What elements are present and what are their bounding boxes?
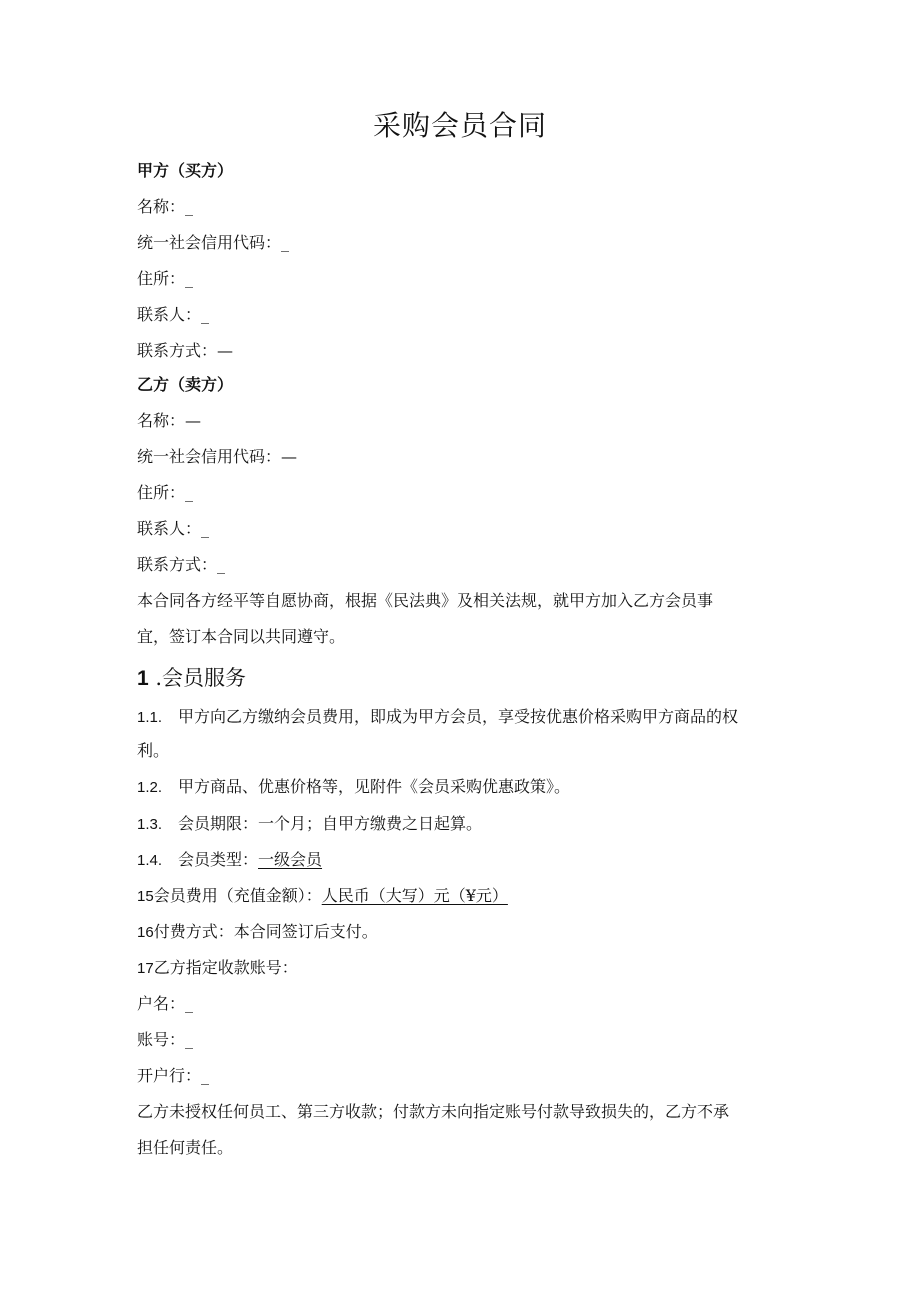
clause-1-4: [137, 849, 322, 872]
party-b-contact-info: 联系方式：_: [137, 555, 226, 574]
party-b-address: 住所：_: [137, 483, 194, 502]
clause-1-1-continuation: 利。: [137, 741, 170, 760]
account-number: 账号：_: [137, 1030, 194, 1049]
party-a-address: 住所：_: [137, 269, 194, 288]
clause-1-4-label: 会员类型：: [178, 850, 259, 869]
section-1-number: 1: [137, 667, 149, 690]
membership-type-value: 一级会员: [258, 850, 323, 869]
party-a-contact-info: 联系方式：—: [137, 341, 234, 360]
clause-1-4-number: 1.4.: [137, 852, 163, 869]
contract-title: 采购会员合同: [372, 109, 547, 142]
clause-1-7-number: 17: [137, 960, 154, 977]
party-b-credit-code: 统一社会信用代码：—: [137, 447, 298, 466]
clause-1-2: [137, 776, 570, 799]
disclaimer-line-1: 乙方未授权任何员工、第三方收款；付款方未向指定账号付款导致损失的，乙方不承: [137, 1102, 730, 1121]
party-b-contact-person: 联系人：_: [137, 519, 210, 538]
party-a-credit-code: 统一社会信用代码：_: [137, 233, 290, 252]
clause-1-5: [137, 885, 508, 908]
section-1-title: .会员服务: [155, 666, 247, 690]
preamble-line-2: 宜，签订本合同以共同遵守。: [137, 627, 346, 646]
section-1-heading: [137, 664, 246, 693]
clause-1-2-text: 甲方商品、优惠价格等，见附件《会员采购优惠政策》。: [178, 777, 571, 796]
clause-1-7: [137, 957, 298, 980]
clause-1-6-number: 16: [137, 924, 154, 941]
clause-1-6-text: 付费方式：本合同签订后支付。: [153, 922, 378, 941]
disclaimer-line-2: 担任何责任。: [137, 1138, 234, 1157]
clause-1-7-text: 乙方指定收款账号：: [153, 958, 298, 977]
account-name: 户名：_: [137, 994, 194, 1013]
preamble-line-1: 本合同各方经平等自愿协商，根据《民法典》及相关法规，就甲方加入乙方会员事: [137, 591, 714, 610]
party-b-heading: 乙方（卖方）: [137, 375, 234, 394]
party-a-name: 名称：_: [137, 197, 194, 216]
clause-1-5-label: 会员费用（充值金额）：: [153, 886, 322, 905]
clause-1-1-text: 甲方向乙方缴纳会员费用，即成为甲方会员，享受按优惠价格采购甲方商品的权: [178, 707, 739, 726]
membership-fee-value: 人民币（大写）元（¥元）: [321, 886, 508, 905]
clause-1-3-number: 1.3.: [137, 816, 163, 833]
clause-1-3-text: 会员期限：一个月；自甲方缴费之日起算。: [178, 814, 483, 833]
bank-name: 开户行：_: [137, 1066, 210, 1085]
party-a-contact-person: 联系人：_: [137, 305, 210, 324]
party-b-name: 名称：—: [137, 411, 202, 430]
clause-1-2-number: 1.2.: [137, 779, 163, 796]
party-a-heading: 甲方（买方）: [137, 161, 234, 180]
clause-1-1-number: 1.1.: [137, 709, 163, 726]
clause-1-6: [137, 921, 378, 944]
clause-1-1: [137, 706, 738, 729]
clause-1-3: [137, 813, 482, 836]
clause-1-5-number: 15: [137, 888, 154, 905]
